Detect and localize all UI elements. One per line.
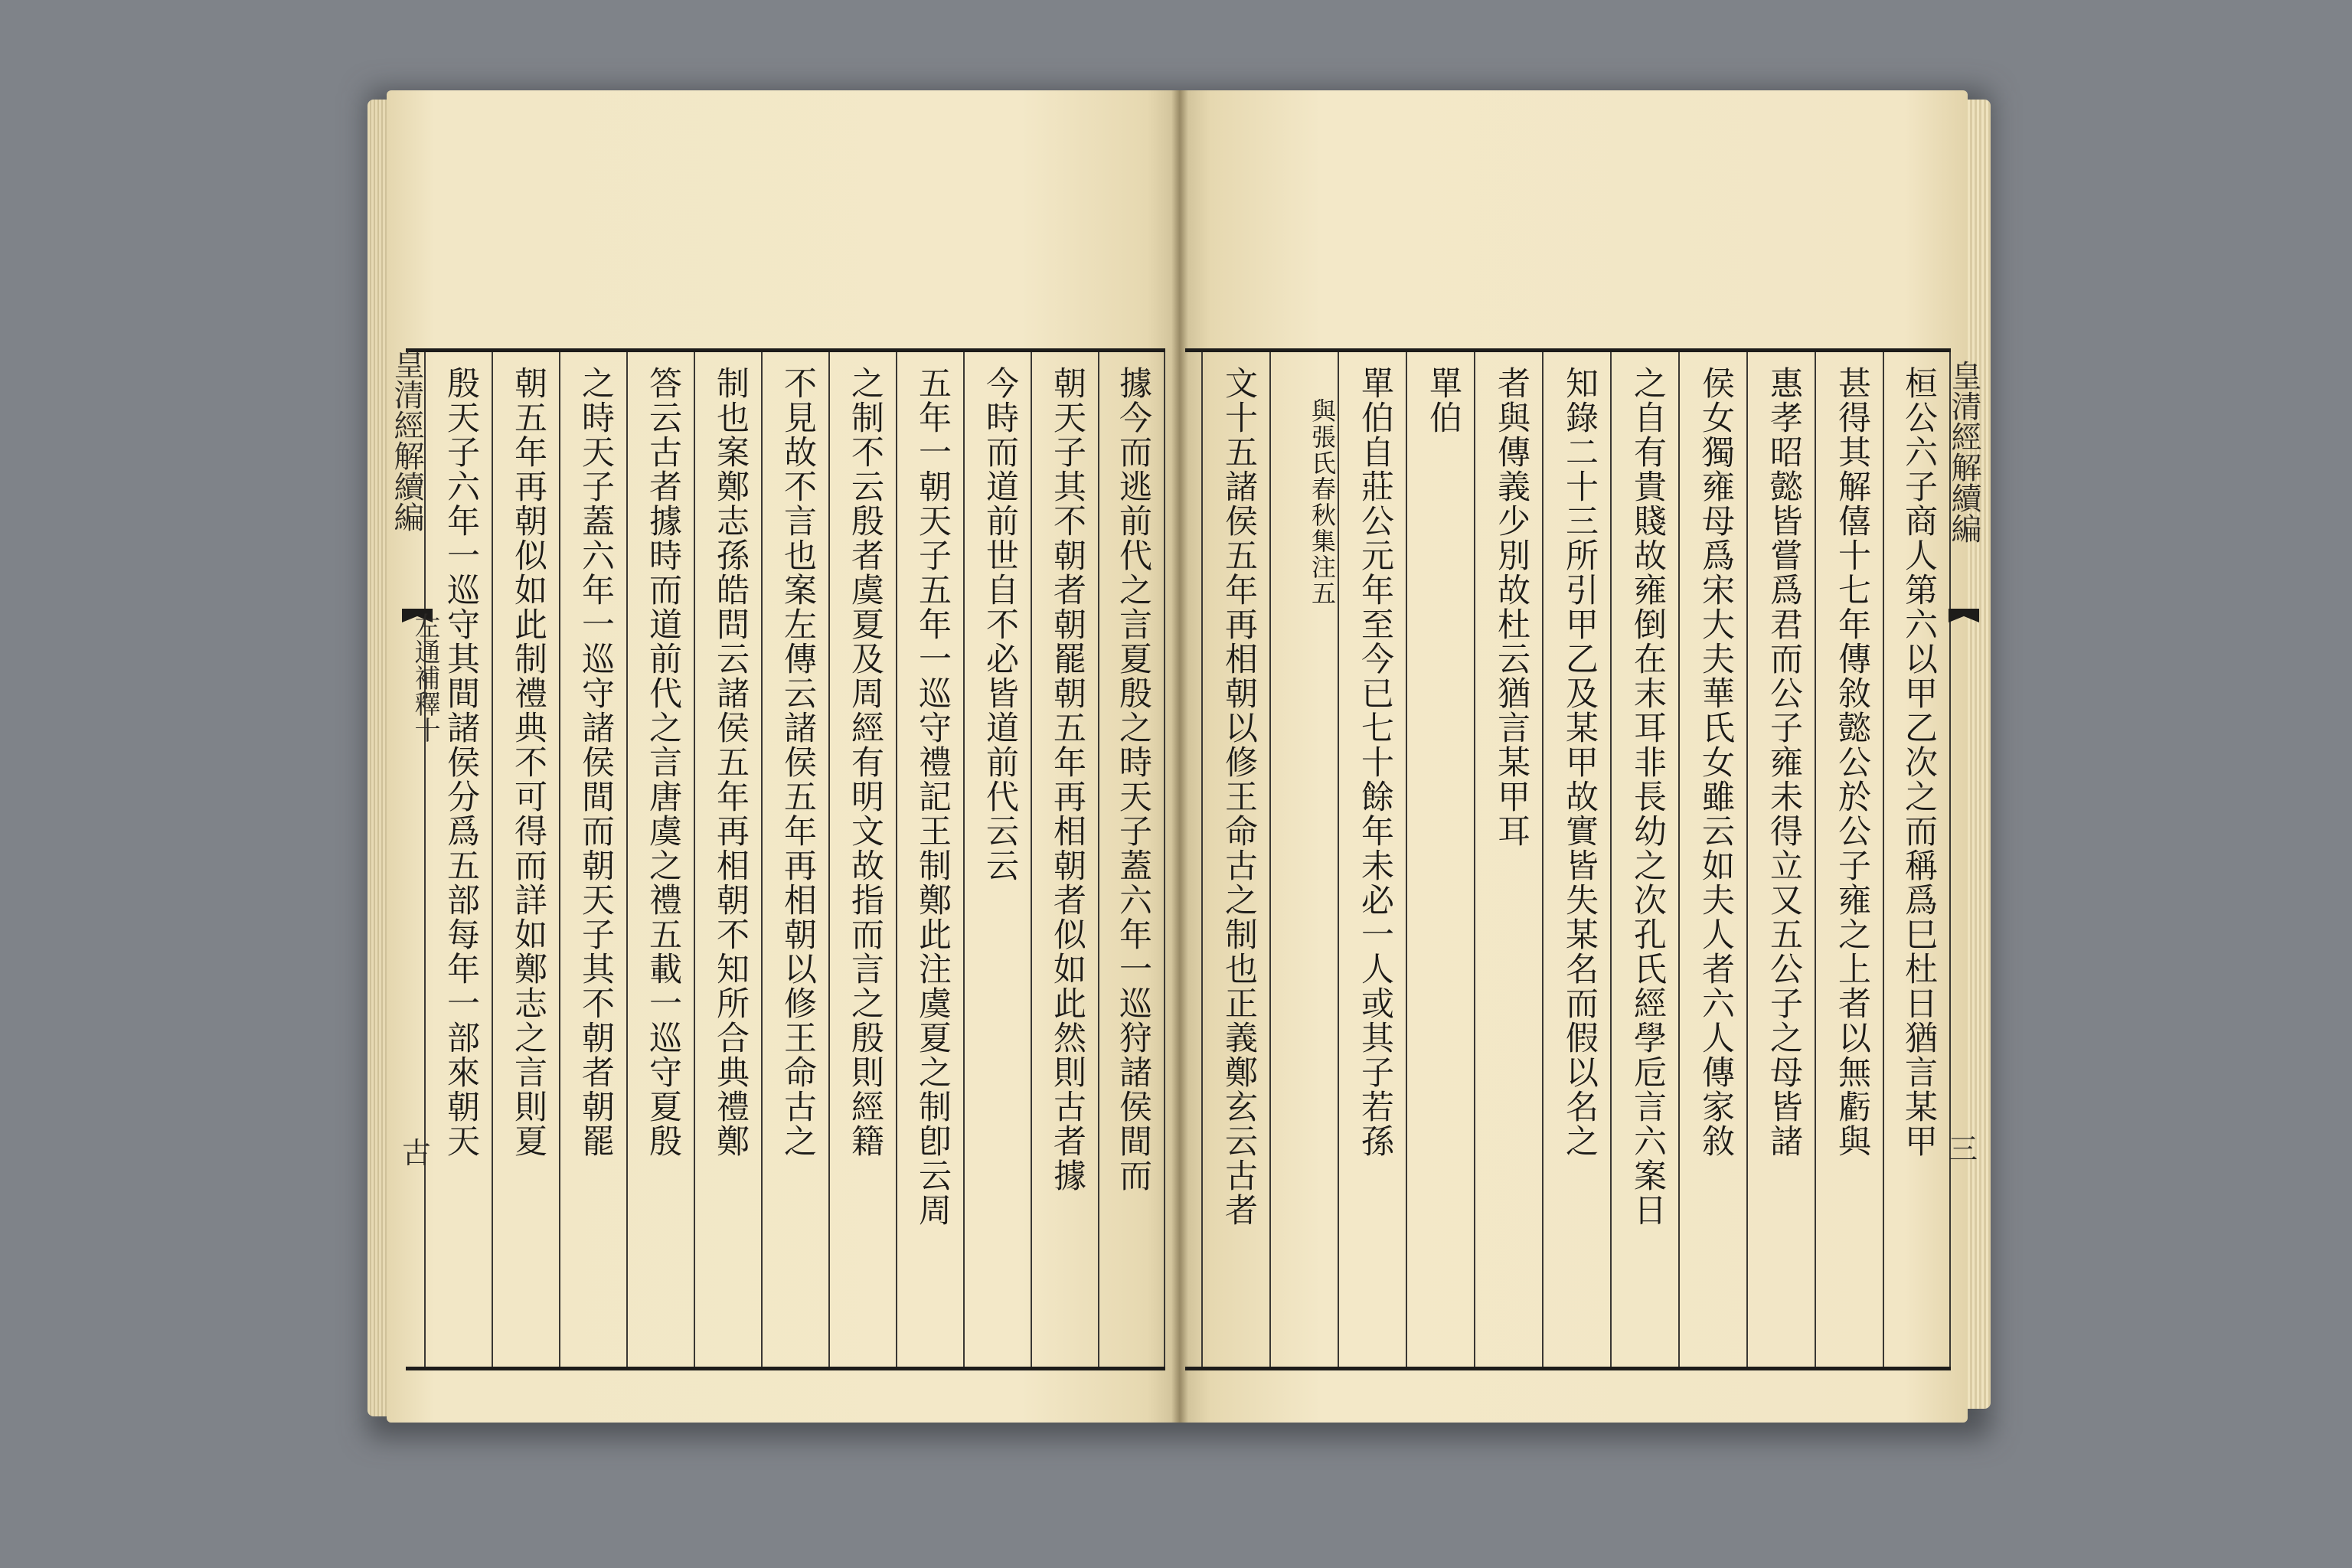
text-column: 之制不云殷者虞夏及周經有明文故指而言之殷則經籍 <box>828 352 896 1367</box>
text-column: 單伯自莊公元年至今已七十餘年未必一人或其子若孫 <box>1338 352 1406 1367</box>
right-margin-title: 皇清經解續編 <box>1946 360 1981 544</box>
text-column: 答云古者據時而道前代之言唐虞之禮五載一巡守夏殷 <box>626 352 694 1367</box>
left-margin-subtitle: 左通補釋十 <box>410 612 440 743</box>
text-column: 殷天子六年一巡守其間諸侯分爲五部每年一部來朝天 <box>424 352 492 1367</box>
left-text-frame <box>406 348 1165 1370</box>
text-column: 桓公六子商人第六以甲乙次之而稱爲巳杜日猶言某甲 <box>1883 352 1951 1367</box>
text-column: 朝天子其不朝者朝罷朝五年再相朝者似如此然則古者據 <box>1031 352 1098 1367</box>
right-page-number: 三 <box>1949 1132 1978 1166</box>
text-column: 據今而逃前代之言夏殷之時天子蓋六年一巡狩諸侯間而 <box>1098 352 1165 1367</box>
text-column: 不見故不言也案左傳云諸侯五年再相朝以修王命古之 <box>761 352 828 1367</box>
text-column: 者與傳義少別故杜云猶言某甲耳 <box>1474 352 1542 1367</box>
text-column: 侯女獨雍母爲宋大夫華氏女雖云如夫人者六人傳家敘 <box>1678 352 1746 1367</box>
text-column: 知錄二十三所引甲乙及某甲故實皆失某名而假以名之 <box>1542 352 1610 1367</box>
text-column: 甚得其解僖十七年傳敘懿公於公子雍之上者以無虧與 <box>1815 352 1883 1367</box>
left-page-number: 古 <box>402 1136 432 1170</box>
text-column: 朝五年再朝似如此制禮典不可得而詳如鄭志之言則夏 <box>492 352 559 1367</box>
text-column: 之時天子蓋六年一巡守諸侯間而朝天子其不朝者朝罷 <box>559 352 626 1367</box>
text-column: 之自有貴賤故雍倒在末耳非長幼之次孔氏經學卮言六案日 <box>1610 352 1678 1367</box>
text-column: 五年一朝天子五年一巡守禮記王制鄭此注虞夏之制卽云周 <box>896 352 963 1367</box>
text-column: 惠孝昭懿皆嘗爲君而公子雍未得立又五公子之母皆諸 <box>1746 352 1815 1367</box>
text-column: 文十五諸侯五年再相朝以修王命古之制也正義鄭玄云古者 <box>1201 352 1269 1367</box>
right-text-frame <box>1185 348 1951 1370</box>
annotation-column: 與張氏春秋集注五 <box>1269 352 1338 1367</box>
section-heading: 單伯 <box>1406 352 1474 1367</box>
left-margin-title: 皇清經解續編 <box>389 348 424 532</box>
text-column: 制也案鄭志孫皓問云諸侯五年再相朝不知所合典禮鄭 <box>694 352 761 1367</box>
text-column: 今時而道前世自不必皆道前代云云 <box>963 352 1031 1367</box>
